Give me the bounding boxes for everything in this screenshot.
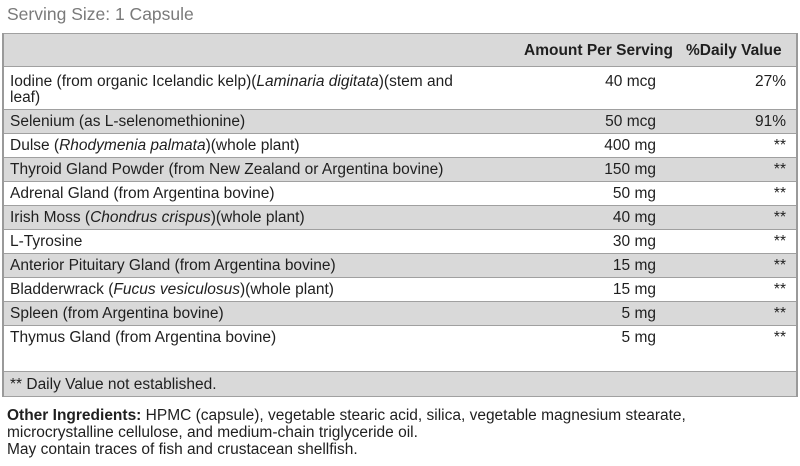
ingredient-name-suffix: )(stem and — [378, 73, 453, 90]
ingredient-amount: 50 mcg — [605, 113, 656, 130]
ingredient-name — [10, 74, 453, 106]
ingredient-name-text: Thyroid Gland Powder (from New Zealand or Argentina bovine) — [10, 161, 444, 178]
ingredient-daily-value: ** — [773, 137, 786, 154]
ingredient-row — [4, 229, 796, 253]
ingredient-row — [4, 205, 796, 229]
ingredient-daily-value: ** — [773, 209, 786, 226]
ingredient-name — [10, 258, 336, 274]
ingredient-amount: 40 mcg — [605, 73, 656, 90]
ingredient-amount: 5 mg — [621, 329, 656, 346]
other-ingredients-text1: HPMC (capsule), vegetable stearic acid, silica, vegetable magnesium stearate, — [141, 407, 686, 424]
ingredient-row — [4, 133, 796, 157]
ingredient-name-suffix: )(whole plant) — [205, 137, 300, 154]
table-header-row — [4, 33, 796, 66]
ingredient-row — [4, 109, 796, 133]
ingredient-row — [4, 66, 796, 109]
ingredient-row — [4, 157, 796, 181]
ingredient-daily-value: ** — [773, 185, 786, 202]
ingredient-amount: 400 mg — [604, 137, 656, 154]
other-ingredients — [7, 407, 793, 458]
ingredient-row — [4, 325, 796, 349]
ingredient-daily-value: ** — [773, 257, 786, 274]
ingredient-amount: 15 mg — [612, 257, 656, 274]
ingredient-amount: 30 mg — [612, 233, 656, 250]
ingredient-daily-value: ** — [773, 281, 786, 298]
ingredient-latin-name: Fucus vesiculosus — [113, 281, 241, 298]
ingredient-name — [10, 114, 245, 130]
ingredient-name-text: Adrenal Gland (from Argentina bovine) — [10, 185, 275, 202]
ingredient-row — [4, 253, 796, 277]
ingredient-name — [10, 162, 443, 178]
daily-value-note: ** Daily Value not established. — [10, 376, 217, 393]
ingredient-amount: 40 mg — [612, 209, 656, 226]
ingredient-latin-name: Laminaria digitata — [256, 73, 379, 90]
ingredient-amount: 15 mg — [612, 281, 656, 298]
ingredient-name-text: Thymus Gland (from Argentina bovine) — [10, 329, 277, 346]
ingredient-name-text: Selenium (as L-selenomethionine) — [10, 113, 246, 130]
ingredient-name — [10, 282, 334, 298]
supplement-facts-table — [2, 33, 798, 397]
ingredient-name — [10, 306, 224, 322]
amount-per-serving-header: Amount Per Serving — [524, 42, 673, 59]
serving-size: Serving Size: 1 Capsule — [7, 4, 194, 24]
ingredient-name-line2: leaf) — [10, 89, 41, 106]
other-ingredients-line1 — [7, 407, 793, 424]
ingredient-amount: 5 mg — [621, 305, 656, 322]
other-ingredients-label: Other Ingredients: — [7, 407, 142, 424]
ingredient-latin-name: Rhodymenia palmata — [59, 137, 206, 154]
ingredient-name-suffix: )(whole plant) — [210, 209, 305, 226]
ingredient-name — [10, 186, 275, 202]
ingredient-name — [10, 138, 300, 154]
ingredient-daily-value: ** — [773, 233, 786, 250]
ingredient-daily-value: ** — [773, 329, 786, 346]
ingredient-name-text: Anterior Pituitary Gland (from Argentina bovine) — [10, 257, 336, 274]
ingredient-row — [4, 277, 796, 301]
daily-value-note-row — [4, 371, 796, 397]
ingredient-name — [10, 234, 82, 250]
ingredient-row — [4, 301, 796, 325]
other-ingredients-line2: microcrystalline cellulose, and medium-chain triglyceride oil. — [7, 424, 418, 441]
ingredient-name-text: Dulse ( — [10, 137, 60, 154]
ingredient-name — [10, 210, 305, 226]
ingredient-name — [10, 330, 276, 346]
daily-value-header: %Daily Value — [686, 42, 782, 59]
ingredient-name-suffix: )(whole plant) — [240, 281, 334, 298]
ingredient-name-text: Bladderwrack ( — [10, 281, 114, 298]
ingredient-latin-name: Chondrus crispus — [90, 209, 211, 226]
ingredient-daily-value: 27% — [754, 73, 786, 90]
allergen-statement: May contain traces of fish and crustacean shellfish. — [7, 441, 358, 458]
ingredient-amount: 150 mg — [604, 161, 656, 178]
ingredient-name-text: Irish Moss ( — [10, 209, 91, 226]
ingredient-daily-value: ** — [773, 161, 786, 178]
ingredient-name-text: L-Tyrosine — [10, 233, 83, 250]
ingredient-amount: 50 mg — [612, 185, 656, 202]
ingredient-daily-value: ** — [773, 305, 786, 322]
ingredient-name-text: Iodine (from organic Icelandic kelp)( — [10, 73, 257, 90]
ingredient-row — [4, 181, 796, 205]
ingredient-daily-value: 91% — [754, 113, 786, 130]
ingredient-name-text: Spleen (from Argentina bovine) — [10, 305, 224, 322]
